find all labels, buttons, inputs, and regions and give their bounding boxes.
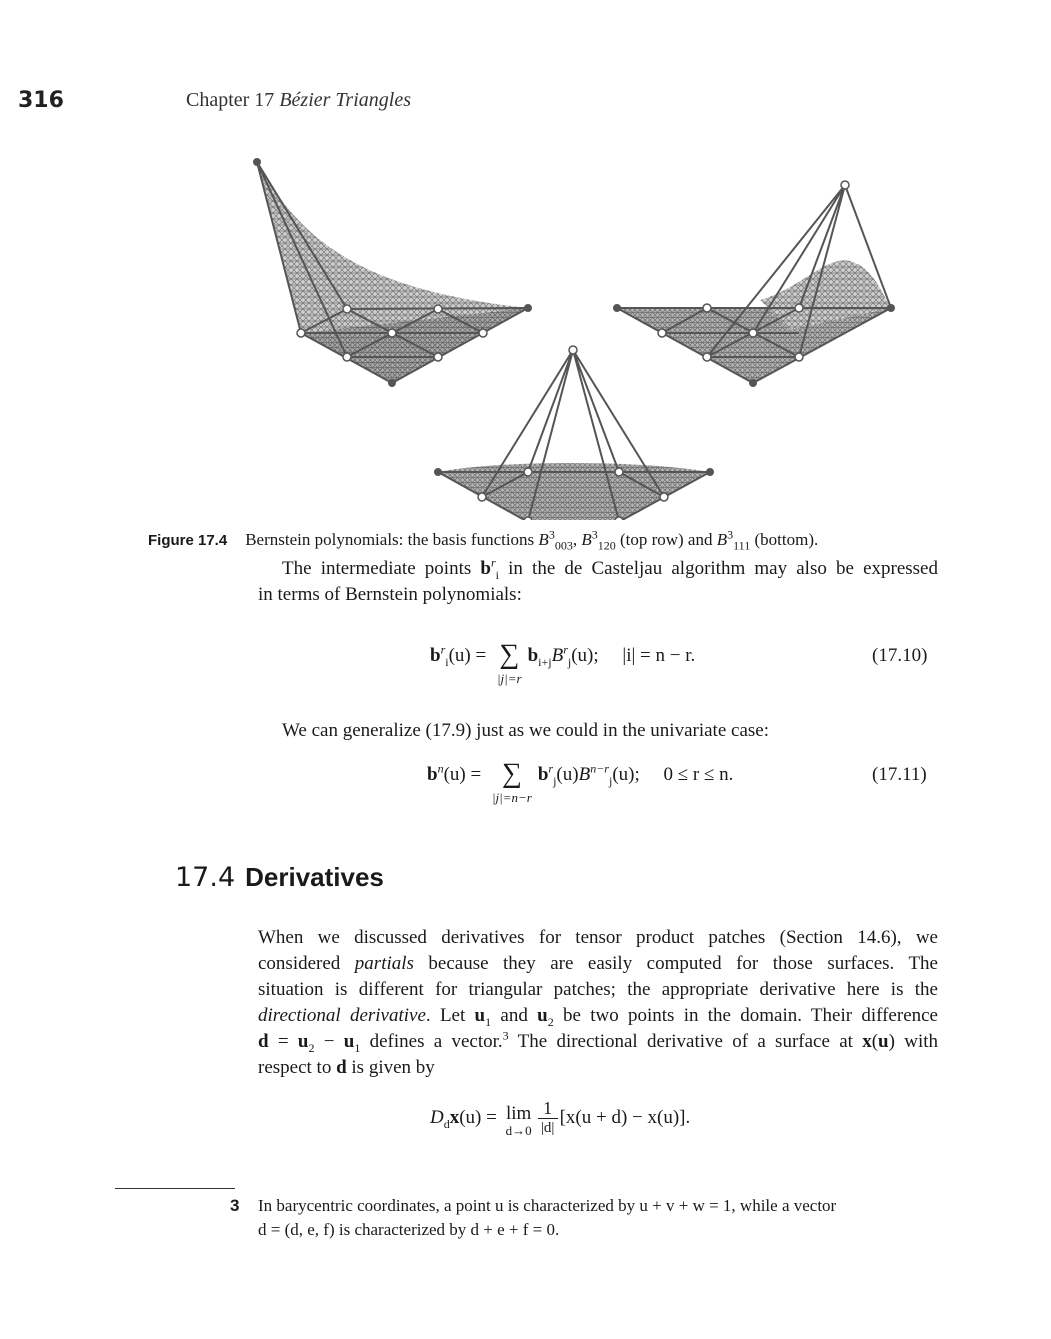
sup: r xyxy=(548,761,554,776)
footnote-number: 3 xyxy=(230,1196,240,1215)
basis-b120-plot xyxy=(613,181,895,387)
text: (u) xyxy=(556,764,579,785)
equation-17-11 xyxy=(427,758,733,806)
paragraph-line: situation is different for triangular patches; the appropriate derivative here is the xyxy=(258,979,938,1000)
sup: r xyxy=(440,642,446,657)
sub: 1 xyxy=(485,1014,492,1029)
symbol: u xyxy=(343,1031,355,1052)
text: (u) = xyxy=(459,1107,502,1128)
caption-symbol: B xyxy=(716,530,728,549)
symbol: b xyxy=(527,645,539,666)
caption-sup: 3 xyxy=(548,527,555,542)
sup: n xyxy=(437,761,444,776)
sub: 1 xyxy=(354,1040,361,1055)
text: defines a vector. xyxy=(360,1031,503,1052)
text: be two points in the domain. Their difference xyxy=(553,1005,938,1026)
equation-rhs xyxy=(538,758,734,786)
basis-b003-plot xyxy=(253,158,532,387)
text: (u); 0 ≤ r ≤ n. xyxy=(612,764,734,785)
symbol: d xyxy=(336,1057,347,1078)
limit-block xyxy=(506,1098,532,1138)
equation-rhs: [x(u + d) − x(u)]. xyxy=(559,1107,691,1128)
sup: r xyxy=(490,555,496,570)
text: − xyxy=(314,1031,344,1052)
symbol: B xyxy=(551,645,564,666)
symbol: b xyxy=(480,558,491,579)
symbol: u xyxy=(537,1005,548,1026)
symbol: B xyxy=(578,764,591,785)
text: in the de Casteljau algorithm may also be expressed xyxy=(498,558,938,579)
sum-symbol: ∑ xyxy=(499,639,520,670)
fraction-bar xyxy=(538,1118,558,1119)
limit-subscript: d→0 xyxy=(505,1123,532,1138)
chapter-title: Bézier Triangles xyxy=(279,89,411,111)
symbol: x xyxy=(862,1031,872,1052)
caption-symbol: B xyxy=(538,530,549,549)
text: is given by xyxy=(346,1057,435,1078)
sup: n−r xyxy=(590,761,609,776)
text: ) with xyxy=(888,1031,939,1052)
section-heading xyxy=(175,862,384,893)
equation-directional-derivative xyxy=(430,1098,690,1138)
text: The intermediate points xyxy=(282,558,481,579)
section-number: 17.4 xyxy=(175,862,236,893)
text: (u); |i| = n − r. xyxy=(571,645,696,666)
caption-text: (bottom). xyxy=(750,530,819,549)
footnote-line: In barycentric coordinates, a point u is characterized by u + v + w = 1, while a vector xyxy=(258,1196,837,1215)
emphasis: partials xyxy=(354,953,414,974)
paragraph-line xyxy=(258,1029,938,1055)
sub: i+j xyxy=(538,654,552,669)
paragraph-line: When we discussed derivatives for tensor product patches (Section 14.6), we xyxy=(258,927,938,948)
symbol: u xyxy=(297,1031,309,1052)
symbol: x xyxy=(449,1107,460,1128)
caption-text: Bernstein polynomials: the basis functions xyxy=(245,530,539,549)
symbol: u xyxy=(474,1005,486,1026)
basis-b111-plot xyxy=(434,346,714,520)
text: = xyxy=(268,1031,298,1052)
sub: j xyxy=(608,773,613,788)
section-title: Derivatives xyxy=(245,862,384,892)
sub: 2 xyxy=(547,1014,554,1029)
symbol: D xyxy=(430,1107,444,1128)
equation-number: (17.11) xyxy=(872,764,927,785)
sum-index: |j|=n−r xyxy=(491,790,532,805)
paragraph-line: in terms of Bernstein polynomials: xyxy=(258,584,522,605)
text: (u) = xyxy=(443,764,486,785)
fraction xyxy=(538,1099,558,1137)
sum-symbol: ∑ xyxy=(501,758,522,789)
fraction-denominator: |d| xyxy=(540,1120,555,1136)
limit-operator: lim xyxy=(505,1103,532,1124)
sub: d xyxy=(443,1116,450,1131)
sum-block xyxy=(497,639,522,687)
text: The directional derivative of a surface at xyxy=(508,1031,863,1052)
equation-17-10 xyxy=(430,639,695,687)
equation-number: (17.10) xyxy=(872,645,928,666)
equation-lhs xyxy=(430,639,491,667)
caption-sub: 111 xyxy=(733,538,751,553)
caption-text: (top row) and xyxy=(615,530,717,549)
equation-lhs xyxy=(430,1107,502,1129)
sub: j xyxy=(553,773,557,788)
paragraph-line xyxy=(258,951,938,977)
equation-lhs xyxy=(427,758,486,786)
paragraph-line xyxy=(258,1055,938,1081)
symbol: b xyxy=(430,645,441,666)
equation-rhs xyxy=(528,639,696,667)
caption-sup: 3 xyxy=(727,527,734,542)
paragraph-line xyxy=(258,1003,938,1029)
symbol: b xyxy=(537,764,549,785)
footnote-line: d = (d, e, f) is characterized by d + e + f = 0. xyxy=(258,1220,560,1239)
text: (u) = xyxy=(448,645,491,666)
footnote-rule xyxy=(115,1188,235,1189)
text: respect to xyxy=(258,1057,337,1078)
emphasis: directional derivative xyxy=(258,1005,426,1026)
fraction-numerator: 1 xyxy=(543,1098,553,1118)
text: . Let xyxy=(425,1005,475,1026)
text: and xyxy=(491,1005,538,1026)
text: considered xyxy=(258,953,355,974)
caption-sub: 003 xyxy=(554,538,573,553)
sum-block xyxy=(492,758,532,806)
chapter-label: Chapter 17 xyxy=(186,89,275,111)
sub: 2 xyxy=(308,1040,315,1055)
caption-text: , xyxy=(572,530,582,549)
sup: r xyxy=(563,642,568,657)
sub: j xyxy=(567,654,572,669)
sub: i xyxy=(445,654,449,669)
caption-sup: 3 xyxy=(591,527,598,542)
figure-caption xyxy=(148,527,819,553)
sub: i xyxy=(495,567,499,582)
page-number: 316 xyxy=(18,88,64,113)
symbol: u xyxy=(878,1031,889,1052)
paragraph-line: We can generalize (17.9) just as we could in the univariate case: xyxy=(282,720,769,741)
text: because they are easily computed for those surfaces. The xyxy=(413,953,938,974)
paragraph-line xyxy=(282,556,938,582)
symbol: b xyxy=(427,764,438,785)
footnote-ref[interactable]: 3 xyxy=(502,1028,509,1043)
figure-label: Figure 17.4 xyxy=(148,532,228,549)
sum-index: |j|=r xyxy=(496,671,522,686)
symbol: d xyxy=(258,1031,269,1052)
caption-symbol: B xyxy=(581,530,592,549)
caption-sub: 120 xyxy=(597,538,616,553)
bezier-triangles-figure xyxy=(0,0,1051,520)
text: ( xyxy=(871,1031,879,1052)
